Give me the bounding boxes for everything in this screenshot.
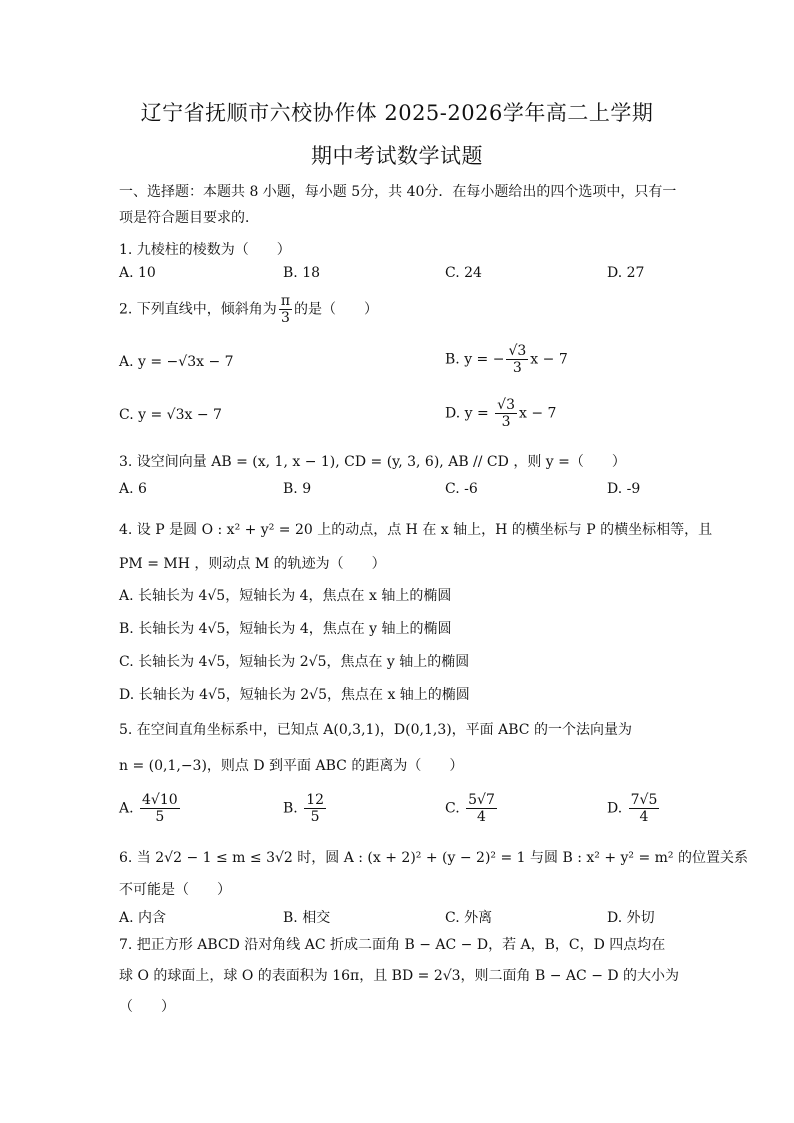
q4-option-c: C. 长轴长为 4√5，短轴长为 2√5，焦点在 y 轴上的椭圆 xyxy=(119,654,470,670)
q5-c-fraction xyxy=(466,792,497,825)
q6-option-a: A. 内含 xyxy=(119,910,167,926)
q4-option-a: A. 长轴长为 4√5，短轴长为 4，焦点在 x 轴上的椭圆 xyxy=(119,588,452,604)
q2-b-fraction xyxy=(506,343,528,376)
q5-option-d xyxy=(607,792,661,825)
q4-stem-line1: 4. 设 P 是圆 O : x² + y² = 20 上的动点，点 H 在 x 轴上，H 的横坐标与 P 的横坐标相等，且 xyxy=(119,522,713,538)
q5-stem-line1: 5. 在空间直角坐标系中，已知点 A(0,3,1)，D(0,1,3)，平面 ABC 的一个法向量为 xyxy=(119,722,632,738)
q3-stem: 3. 设空间向量 AB = (x, 1, x − 1), CD = (y, 3, 6), AB // CD ，则 y =（ ） xyxy=(119,454,626,470)
q1-option-b: B. 18 xyxy=(283,265,321,281)
q5-option-a xyxy=(119,792,182,825)
q2-d-post: x − 7 xyxy=(519,405,557,422)
q5-b-den: 5 xyxy=(310,809,320,825)
q2-option-c: C. y = √3x − 7 xyxy=(119,407,222,423)
q2-stem xyxy=(119,293,378,326)
q5-d-label: D. xyxy=(607,800,623,817)
q5-c-label: C. xyxy=(445,800,460,817)
q7-stem-line2: 球 O 的球面上，球 O 的表面积为 16π，且 BD = 2√3，则二面角 B − AC − D 的大小为 xyxy=(119,968,680,984)
q2-d-fraction xyxy=(495,397,517,430)
q2-d-num: √3 xyxy=(497,397,515,413)
q6-stem-line2: 不可能是（ ） xyxy=(119,882,231,898)
q5-b-num: 12 xyxy=(306,792,325,808)
q4-stem-line2: PM = MH ，则动点 M 的轨迹为（ ） xyxy=(119,556,386,572)
q6-option-c: C. 外离 xyxy=(445,910,493,926)
q2-b-num: √3 xyxy=(508,343,527,359)
q5-c-num: 5√7 xyxy=(468,792,495,808)
q2-option-b xyxy=(445,343,568,376)
q3-option-c: C. -6 xyxy=(445,481,478,497)
q5-d-num: 7√5 xyxy=(630,792,658,808)
q5-d-fraction xyxy=(629,792,660,825)
q7-stem-line3: （ ） xyxy=(119,999,175,1015)
q4-option-d: D. 长轴长为 4√5，短轴长为 2√5，焦点在 x 轴上的椭圆 xyxy=(119,687,470,703)
q5-a-label: A. xyxy=(119,800,134,817)
q4-option-b: B. 长轴长为 4√5，短轴长为 4，焦点在 y 轴上的椭圆 xyxy=(119,621,452,637)
q1-option-d: D. 27 xyxy=(607,265,645,281)
q5-b-fraction xyxy=(304,792,326,825)
q5-stem-line2: n = (0,1,−3)，则点 D 到平面 ABC 的距离为（ ） xyxy=(119,758,464,774)
exam-title-line1: 辽宁省抚顺市六校协作体 2025-2026学年高二上学期 xyxy=(140,101,654,125)
q5-a-den: 5 xyxy=(155,809,165,825)
q6-stem-line1: 6. 当 2√2 − 1 ≤ m ≤ 3√2 时，圆 A : (x + 2)² + (y − 2)² = 1 与圆 B : x² + y² = m² 的位置关系 xyxy=(119,850,748,866)
q2-b-den: 3 xyxy=(512,360,522,376)
q2-stem-den: 3 xyxy=(280,310,290,326)
q5-c-den: 4 xyxy=(477,809,486,825)
q5-b-label: B. xyxy=(283,800,298,817)
q2-stem-num: π xyxy=(280,293,291,309)
section-intro-line1: 一、选择题：本题共 8 小题，每小题 5分，共 40分．在每小题给出的四个选项中，只有一 xyxy=(119,184,677,200)
q6-option-b: B. 相交 xyxy=(283,910,331,926)
q2-stem-fraction xyxy=(279,293,292,326)
q2-stem-post: 的是（ ） xyxy=(294,301,379,318)
q5-a-num: 4√10 xyxy=(142,792,178,808)
q3-option-b: B. 9 xyxy=(283,481,312,497)
q2-b-pre: B. y = − xyxy=(445,351,505,368)
q2-stem-pre: 2. 下列直线中，倾斜角为 xyxy=(119,301,277,318)
section-intro-line2: 项是符合题目要求的． xyxy=(119,210,259,226)
q2-d-den: 3 xyxy=(501,414,511,430)
exam-title-line2: 期中考试数学试题 xyxy=(311,144,483,168)
q3-option-a: A. 6 xyxy=(119,481,147,497)
q1-stem: 1. 九棱柱的棱数为（ ） xyxy=(119,242,291,258)
q6-option-d: D. 外切 xyxy=(607,910,655,926)
q3-option-d: D. -9 xyxy=(607,481,641,497)
q1-option-a: A. 10 xyxy=(119,265,156,281)
q2-option-a: A. y = −√3x − 7 xyxy=(119,354,234,370)
q2-d-pre: D. y = xyxy=(445,405,494,422)
q5-a-fraction xyxy=(140,792,180,825)
q1-option-c: C. 24 xyxy=(445,265,482,281)
q5-option-b xyxy=(283,792,328,825)
q2-b-post: x − 7 xyxy=(530,351,568,368)
q7-stem-line1: 7. 把正方形 ABCD 沿对角线 AC 折成二面角 B − AC − D，若 A，B，C，D 四点均在 xyxy=(119,937,666,953)
q2-option-d xyxy=(445,397,556,430)
q5-d-den: 4 xyxy=(639,809,649,825)
q5-option-c xyxy=(445,792,499,825)
